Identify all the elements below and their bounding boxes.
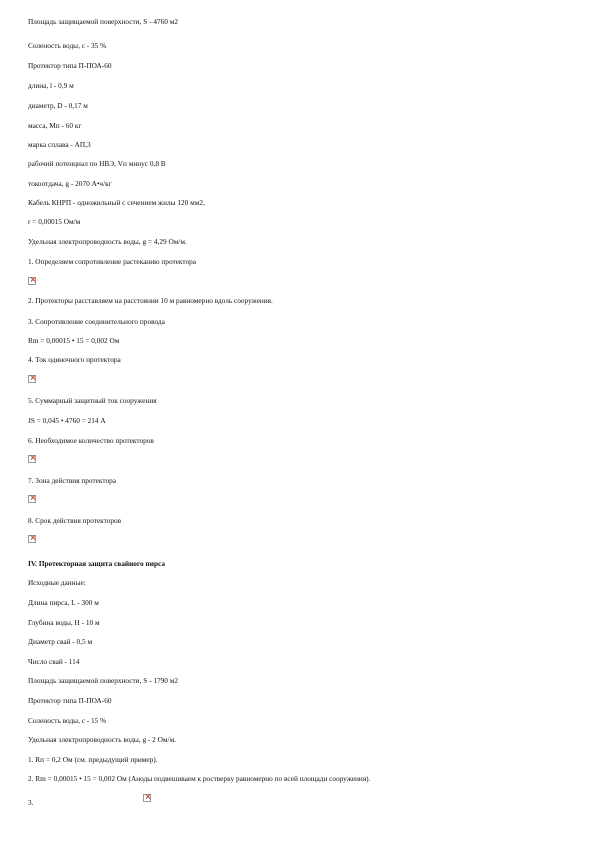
section-heading: 2. Протекторы расставляем на расстоянии 10 м равномерно вдоль сооружения. bbox=[28, 296, 273, 305]
text-line: Глубина воды, H - 10 м bbox=[28, 618, 100, 627]
text-line: Площадь защищаемой поверхности, S - 1790 м2 bbox=[28, 676, 179, 685]
text-line: Протектор типа П-ПОА-60 bbox=[28, 696, 112, 705]
text-line: масса, Mп - 60 кг bbox=[28, 121, 82, 130]
text-line: Протектор типа П-ПОА-60 bbox=[28, 61, 112, 70]
broken-image-icon bbox=[28, 535, 36, 543]
broken-image-icon bbox=[28, 455, 36, 463]
broken-image-icon bbox=[143, 794, 151, 802]
text-line: диаметр, D - 0,17 м bbox=[28, 101, 88, 110]
section-heading: 5. Суммарный защитный ток сооружения bbox=[28, 396, 157, 405]
section-heading: 7. Зона действия протектора bbox=[28, 476, 116, 485]
text-line: Удельная электропроводность воды, g = 4,29 Ом/м. bbox=[28, 237, 187, 246]
formula-line: 2. Rm = 0,00015 • 15 = 0,002 Ом (Аноды подвешиваем к ростверку равномерно по всей площади сооружения). bbox=[28, 774, 371, 783]
chapter-heading: IV. Протекторная защита свайного пирса bbox=[28, 559, 165, 568]
formula-line: 1. Rп = 0,2 Ом (см. предыдущий пример). bbox=[28, 755, 158, 764]
section-heading: 1. Определяем сопротивление растеканию протектора bbox=[28, 257, 197, 266]
section-heading: 6. Необходимое количество протекторов bbox=[28, 436, 154, 445]
text-line: Диаметр свай - 0,5 м bbox=[28, 637, 93, 646]
section-heading: 3. Сопротивление соединительного провода bbox=[28, 317, 165, 326]
broken-image-icon bbox=[28, 277, 36, 285]
section-heading: 3. bbox=[28, 798, 34, 807]
text-line: токоотдача, g - 2070 А•ч/кг bbox=[28, 179, 112, 188]
formula-line: JS = 0,045 • 4760 = 214 А bbox=[28, 416, 106, 425]
text-line: Удельная электропроводность воды, g - 2 Ом/м. bbox=[28, 735, 177, 744]
text-line: рабочий потенциал по НВЭ, Vп минус 0,8 В bbox=[28, 159, 166, 168]
broken-image-icon bbox=[28, 495, 36, 503]
text-line: Длина пирса, L - 300 м bbox=[28, 598, 99, 607]
formula-line: Rm = 0,00015 • 15 = 0,002 Ом bbox=[28, 336, 120, 345]
text-line: Соленость воды, с - 35 % bbox=[28, 41, 107, 50]
text-line: длина, l - 0,9 м bbox=[28, 81, 74, 90]
broken-image-icon bbox=[28, 375, 36, 383]
section-heading: 4. Ток одиночного протектора bbox=[28, 355, 121, 364]
text-line: марка сплава - АП,3 bbox=[28, 140, 91, 149]
text-line: Соленость воды, с - 15 % bbox=[28, 716, 107, 725]
text-line: Исходные данные: bbox=[28, 578, 86, 587]
section-heading: 8. Срок действия протекторов bbox=[28, 516, 122, 525]
text-line: Площадь защищаемой поверхности, S - 4760 м2 bbox=[28, 17, 179, 26]
text-line: Кабель КНРП - одножильный с сечением жилы 120 мм2, bbox=[28, 198, 205, 207]
text-line: Число свай - 114 bbox=[28, 657, 80, 666]
text-line: r = 0,00015 Ом/м bbox=[28, 217, 81, 226]
